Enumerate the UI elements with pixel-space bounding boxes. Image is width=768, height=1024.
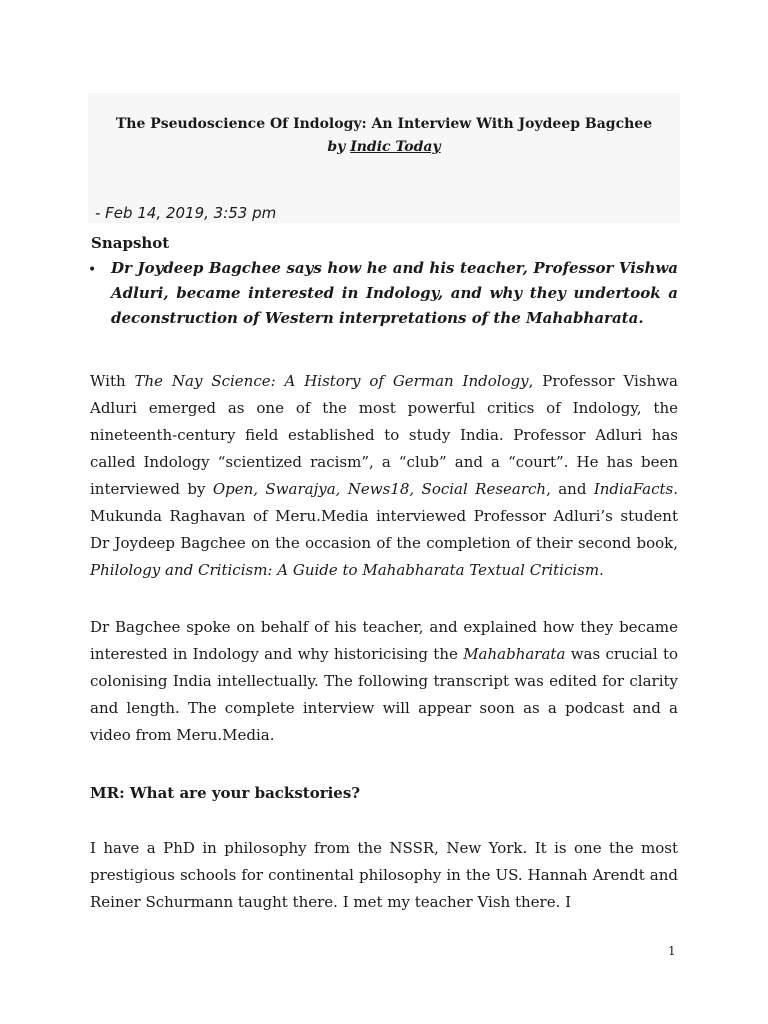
bullet-icon: • bbox=[88, 262, 97, 278]
text-run: . Mukunda Raghavan of Meru.Media interviewed Professor Adluri’s student Dr Joydeep Bagchee on the occasion of the completion of their second book, bbox=[90, 480, 678, 552]
bullet-text-title: Mahabharata bbox=[526, 309, 639, 327]
paragraph-context bbox=[90, 614, 678, 749]
interview-question: MR: What are your backstories? bbox=[90, 784, 361, 802]
text-run: Dr Bagchee spoke on behalf of his teacher, and explained how they became interested in Indology and why historicising the bbox=[90, 618, 678, 663]
article-title: The Pseudoscience Of Indology: An Interview With Joydeep Bagchee bbox=[115, 116, 653, 132]
book-title: Philology and Criticism: A Guide to Mahabharata Textual Criticism bbox=[90, 561, 600, 579]
text-run: With bbox=[90, 372, 135, 390]
epic-title: Mahabharata bbox=[463, 645, 566, 663]
bullet-text-part: Dr Joydeep Bagchee says how he and his teacher, Professor Vishwa Adluri, became interested in Indology, and why they undertook a deconstruction of Western interpretations of the bbox=[111, 259, 678, 327]
book-title: The Nay Science: A History of German Indology bbox=[134, 372, 529, 390]
interview-answer: I have a PhD in philosophy from the NSSR, New York. It is one the most prestigious schools for continental philosophy in the US. Hannah Arendt and Reiner Schurmann taught there. I met my teacher Vish there. I bbox=[90, 839, 678, 911]
snapshot-heading: Snapshot bbox=[91, 234, 170, 252]
publication-name: IndiaFacts bbox=[593, 480, 674, 498]
author-link[interactable]: Indic Today bbox=[350, 139, 441, 155]
snapshot-bullet-text bbox=[111, 256, 678, 331]
publish-date: - Feb 14, 2019, 3:53 pm bbox=[95, 204, 277, 222]
paragraph-intro bbox=[90, 368, 678, 584]
byline-label: by bbox=[327, 139, 346, 155]
bullet-text-end: . bbox=[638, 309, 644, 327]
text-run: , and bbox=[546, 480, 594, 498]
publication-names: Open, Swarajya, News18, Social Research bbox=[212, 480, 547, 498]
text-run: . bbox=[599, 561, 604, 579]
text-run: was crucial to colonising India intellectually. The following transcript was edited for clarity and length. The complete interview will appear soon as a podcast and a video from Meru.Media. bbox=[90, 645, 678, 744]
text-run: , Professor Vishwa Adluri emerged as one of the most powerful critics of Indology, the nineteenth-century field established to study India. Professor Adluri has called Indology “scientized racism”, a “club” and a “court”. He has been interviewed by bbox=[90, 372, 678, 498]
page-number: 1 bbox=[668, 944, 676, 958]
article-byline bbox=[88, 137, 680, 157]
